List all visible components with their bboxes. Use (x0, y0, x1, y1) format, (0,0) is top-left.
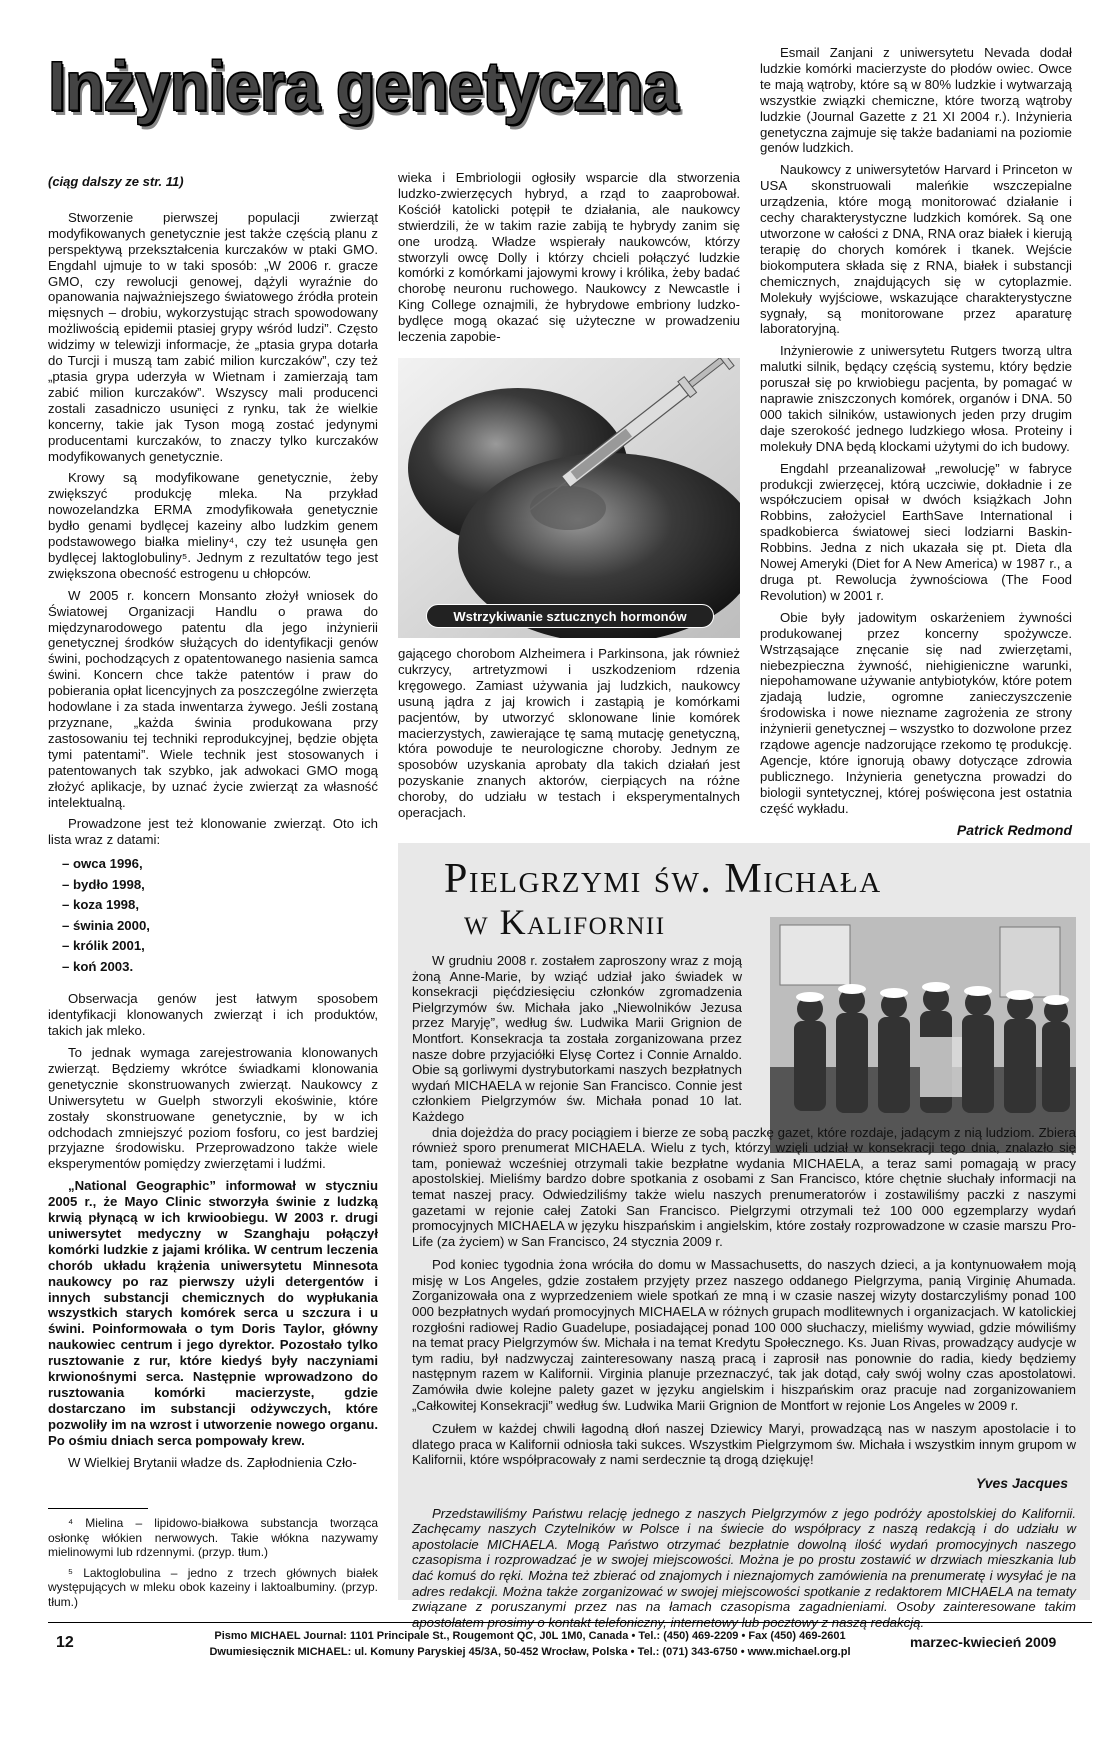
footer-line: Pismo MICHAEL Journal: 1101 Principale St., Rougemont QC, J0L 1M0, Canada • Tel.: (450) 469-2209 • Fax (450) 469-2601 (214, 1630, 846, 1642)
paragraph: wieka i Embriologii ogłosiły wsparcie dla stworzenia ludzko-zwierzęcych hybryd, a rząd to zaaprobował. Kościół katolicki potępił te działania, ale naukowcy stwierdzili, że w takim razie zabiją te hybrydy zanim się one urodzą. Władze wspierały naukowców, którzy stworzyli owcę Dolly i którzy chcieli połączyć ludzkie komórki z komórkami jajowymi krowy i królika, żeby badać chorobę neuronu ruchowego. Naukowcy z Newcastle i King College oznajmili, że hybrydowe embriony ludzko-bydlęce mogą okazać się użyteczne w prowadzeniu leczenia zapobie- (398, 170, 740, 345)
paragraph: Inżynierowie z uniwersytetu Rutgers tworzą ultra malutki silnik, będący częścią systemu, który będzie poruszał się po krwiobiegu pacjenta, by pomagać w naprawie zniszczonych komórek, organów i DNA. 50 000 takich silników, ustawionych jeden przy drugim daje szerokość jednego ludzkiego włosa. Proteiny i molekuły DNA będą klockami użytymi do ich budowy. (760, 343, 1072, 454)
list-item: – świnia 2000, (62, 917, 150, 933)
continued-note: (ciąg dalszy ze str. 11) (48, 174, 184, 189)
syringe-tomato-photo (398, 358, 740, 638)
box-subtitle: w Kalifornii (464, 902, 666, 942)
column-3 (760, 45, 1072, 839)
bold-paragraph: „National Geographic” informował w styczniu 2005 r., że Mayo Clinic stworzyła świnie z ludzką krwią płynącą w ich krwioobiegu. W 2003 r. drugi uniwersytet medyczny w Szanghaju połączył komórki ludzkie z jajami królika. W centrum leczenia chorób układu krążenia uniwersytetu Minnesota naukowcy po raz pierwszy użyli detergentów i innych substancji chemicznych do wypłukania wszystkich starych komórek serca u szczura i u świni. Poinformowała o tym Doris Taylor, główny naukowiec centrum i jego dyrektor. Pozostało tylko rusztowanie z rur, które kiedyś były naczyniami krwionośnymi serca. Następnie wprowadzono do rusztowania komórki macierzyste, gdzie dostarczano im substancji odżywczych, które pozwoliły im na wzrost i utworzenie nowego organu. Po ośmiu dniach serca pompowały krew. (48, 1178, 378, 1448)
paragraph: dnia dojeżdża do pracy pociągiem i bierze ze sobą paczkę gazet, które rozdaje, jadącym z nią ludziom. Zbiera również sporo prenumerat MICHAELA. Wielu z tych, którzy wzięli udział w konsekracji tego dnia, znalazło się tam, ponieważ wcześniej otrzymali takie bezpłatne wydania MICHAELA, a teraz sami pomagają w pracy apostolskiej. Mieliśmy bardzo dobre spotkania z osobami z San Francisco, które chętnie słuchały informacji na temat naszej pracy. Odwiedziliśmy także wielu naszych prenumeratorów i zostawiliśmy paczki z naszymi gazetami w rejonie całej Zatoki San Francisco. Pielgrzymi otrzymali też 100 000 egzemplarzy wydań promocyjnych MICHAELA w języku hiszpańskim i angielskim, które zostały rozprowadzone w czasie marszu Pro-Life (za życiem) w San Francisco, 24 stycznia 2009 r. (412, 1124, 1076, 1249)
footnote: ⁵ Laktoglobulina – jedno z trzech głównych białek występujących w mleku obok kazeiny i laktoalbuminy. (przyp. tłum.) (48, 1565, 378, 1609)
column-2-bottom (398, 646, 740, 827)
box-body (412, 953, 1076, 1638)
article-author: Patrick Redmond (956, 821, 1072, 838)
paragraph: Obie były jadowitym oskarżeniem żywności produkowanej przez koncerny spożywcze. Wstrząsające znęcanie się nad zwierzętami, niebezpieczna żywność, niehigieniczne warunki, niepohamowane używanie antybiotyków, które potem zjadają ludzie, ogromne zanieczyszczenie środowiska i nowe niezname zagrożenia ze strony inżynierii genetycznej – wszystko to dozwolone przez rządowe agencje nadzorujące rzekomo tę produkcję. Agencje, które ignorują obawy dotyczące zdrowia publicznego. Inżynieria genetyczna prowadzi do biologii syntetycznej, której poświęcona jest ostatnia część wykładu. (760, 609, 1072, 816)
paragraph: Obserwacja genów jest łatwym sposobem identyfikacji klonowanych zwierząt i ich produktów, takich jak mleko. (48, 991, 378, 1039)
paragraph: gającego chorobom Alzheimera i Parkinsona, jak również cukrzycy, artretyzmowi i uszkodzeniom rdzenia kręgowego. Zamiast używania jaj ludzkich, naukowcy usuną jądra z jaj krowich i zastąpią je komórkami pacjentów, by utworzyć sklonowane linie komórek macierzystych, zawierające tę samą mutację genetyczną, która powoduje te neurologiczne choroby. Jednym ze sposobów uzyskania aprobaty dla takich działań jest pozyskanie znanych aktorów, cierpiących na różne choroby, do udziału w testach i eksperymentalnych operacjach. (398, 646, 740, 821)
column-2-top (398, 170, 740, 351)
list-item: – koza 1998, (62, 897, 139, 913)
paragraph: Czułem w każdej chwili łagodną dłoń naszej Dziewicy Maryi, prowadzącą nas w naszym apostolacie i to dlatego praca w Kalifornii odniosła taki sukces. Wszystkim Pielgrzymom św. Michała i wszystkim innym grupom w Kalifornii, które współpracowały z nami serdecznie tą drogą dziękuję! (412, 1421, 1076, 1468)
list-item: – koń 2003. (62, 958, 134, 974)
page-number: 12 (56, 1634, 74, 1651)
cloning-list (62, 854, 378, 977)
column-1 (48, 174, 378, 1477)
paragraph: Pod koniec tygodnia żona wróciła do domu w Massachusetts, do naszych dzieci, a ja kontynuowałem moją misję w Los Angeles, gdzie zostałem przyjęty przez naszego oddanego Pielgrzyma, panią Virginię Ahumada. Zorganizowała ona z wyprzedzeniem wiele spotkań ze mną i w czasie naszej wizyty dostarczyliśmy ponad 100 000 bezpłatnych wydań promocyjnych MICHAELA w różnych grupach modlitewnych i organizacjach. W katolickiej rozgłośni radiowej Radio Guadelupe, posiadającej ponad 100 000 słuchaczy, mieliśmy wywiad, gdzie mówiliśmy na temat pracy Pielgrzymów św. Michała i na temat Kredytu Społecznego. Ks. Juan Rivas, prowadzący audycje w tym radiu, był nadzwyczaj zainteresowany naszą pracą i zaprosił nas ponownie do radia, kiedy będziemy następnym razem w Kalifornii. Virginia planuje przeznaczyć, tak jak dotąd, cały swój wolny czas apostolatowi. Zamówiła dwie kolejne palety gazet w języku angielskim i hiszpańskim oraz pracuje nad zorganizowaniem „Całkowitej Konsekracji” według św. Ludwika Marii Grignion de Montfort w rejonie Los Angeles w 2009 r. (412, 1257, 1076, 1413)
list-item: – królik 2001, (62, 938, 145, 954)
paragraph: Krowy są modyfikowane genetycznie, żeby zwiększyć produkcję mleka. Na przykład nowozelandzka ERMA zmodyfikowała genetycznie bydło genami bydlęcej kazeiny albo ludzkim genem podstawowego białka mieliny⁴, czy też usunęła gen bydlęcej laktoglobuliny⁵. Jednym z rezultatów tego jest zwiększona obecność estrogenu u chłopców. (48, 470, 378, 581)
paragraph: Stworzenie pierwszej populacji zwierząt modyfikowanych genetycznie jest także częścią planu z perspektywą przekształcenia kurczaków w ptaki GMO. Engdahl ujmuje to w taki sposób: „W 2006 r. gracze GMO, czy rewolucji genowej, dążyli wyraźnie do opanowania najważniejszego światowego źródła protein mięsnych – drobiu, wykorzystując strach spowodowany możliwością epidemii ptasiej grypy wśród ludzi”. Często widzimy w telewizji informacje, że „ptasia grypa dotarła do Turcji i muszą tam zabić milion kurczaków”, czy też „ptasia grypa uderzyła w Wietnam i zamierzają tam zabić milion kurczaków”. Wszyscy mali producenci zostali zasadniczo usunięci z rynku, tak że wielkie koncerny, takie jak Tyson mogą zostać jedynymi producentami kurczaków, to znaczy tylko kurczaków modyfikowanych genetycznie. (48, 209, 378, 464)
photo-caption: Wstrzykiwanie sztucznych hormonów (426, 604, 714, 628)
footnotes (48, 1516, 378, 1616)
paragraph: Engdahl przeanalizował „rewolucję” w fabryce produkcji zwierzęcej, którą uczciwie, dokładnie i ze współczuciem opisał w dwóch książkach John Robbins, założyciel EarthSave International i spadkobierca światowej sieci lodziarni Baskin-Robbins. Jedna z nich ukazała się pt. Dieta dla Nowej Ameryki (Diet for A New America) w 1987 r., a druga pt. Rewolucja żywnościowa (The Food Revolution) w 2001 r. (760, 460, 1072, 603)
paragraph: Esmail Zanjani z uniwersytetu Nevada dodał ludzkie komórki macierzyste do płodów owiec. Owce te mają wątroby, które są w 80% ludzkie i wytwarzają wszystkie związki chemiczne, które tworzą wątroby ludzkie (Journal Gazette z 21 XI 2004 r.). Inżynieria genetyczna zajmuje się także badaniami na poziomie genów ludzkich. (760, 45, 1072, 156)
paragraph: W grudniu 2008 r. zostałem zaproszony wraz z moją żoną Anne-Marie, by wziąć udział jako świadek w konsekracji pięćdziesięciu członków zgromadzenia Pielgrzymów św. Michała jako „Niewolników Jezusa przez Maryję”, według św. Ludwika Marii Grignion de Montfort. Konsekracja ta została zorganizowana przez nasze dobre przyjaciółki Elysę Cortez i Connie Arnaldo. Obie są gorliwymi dystrybutorkami naszych bezpłatnych wydań MICHAELA w rejonie San Francisco. Connie jest członkiem Pielgrzymów św. Michała ponad 10 lat. Każdego (412, 953, 742, 1124)
syringe-illustration (398, 358, 740, 638)
footer-line: Dwumiesięcznik MICHAEL: ul. Komuny Paryskiej 45/3A, 50-452 Wrocław, Polska • Tel.: (071) 343-6750 • www.michael.org.pl (209, 1646, 851, 1658)
paragraph: W 2005 r. koncern Monsanto złożył wniosek do Światowej Organizacji Handlu o prawa do międzynarodowego patentu dla jego inżynierii genetycznej środków służących do identyfikacji genów świni, pochodzących z opatentowanego nasienia samca świni. Koncern chce także patentów i praw do pobierania opłat licencyjnych za poszczególne zwierzęta hodowlane i za stada inwentarza żywego. Jeśli zostaną przyznane, „każda świnia produkowana przy zastosowaniu tej techniki reprodukcyjnej, będzie objęta tymi patentami”. Wiele technik jest stosowanych i patentowanych tak szybko, jak adwokaci GMO mogą złożyć aplikacje, by uznać życie zwierząt za własność intelektualną. (48, 587, 378, 810)
footnote-rule (48, 1508, 148, 1509)
footer-rule (48, 1622, 1092, 1623)
headline: Inżyniera genetyczna (48, 47, 678, 125)
paragraph: To jednak wymaga zarejestrowania klonowanych zwierząt. Będziemy wkrótce świadkami klonowania genetycznie skonstruowanych zwierząt. Naukowcy z Uniwersytetu w Guelph stworzyli ekoświnie, które zostały skonstruowane genetycznie, by w ich odchodach zmniejszyć poziom fosforu, co jest bardziej przyjazne środowisku. Przeprowadzono także wiele eksperymentów pomiędzy zwierzętami i ludźmi. (48, 1044, 378, 1172)
list-item: – bydło 1998, (62, 876, 145, 892)
paragraph: Naukowcy z uniwersytetów Harvard i Princeton w USA skonstruowali maleńkie wszczepialne urządzenia, które mogą monitorować działanie i cechy charakterystyczne ludzkich komórek. Są one utworzone w całości z DNA, RNA oraz białek i kierują terapię do chorych komórek i tkanek. Wejście biokomputera składa się z RNA, białek i substancji chemicznych, znajdujących się w cytoplazmie. Molekuły wyjściowe, wskazujące charakterystyczne sygnały, są monitorowane przez aparaturę laboratoryjną. (760, 162, 1072, 337)
editorial-note: Przedstawiliśmy Państwu relację jednego z naszych Pielgrzymów z jego podróży apostolskiej do Kalifornii. Zachęcamy naszych Czytelników w Polsce i na świecie do współpracy z naszą redakcją i do udziału w apostolacie MICHAELA. Mogą Państwo otrzymać bezpłatnie dowolną ilość wydań promocyjnych naszego czasopisma i rozprowadzać je w swojej miejscowości. Można je po prostu zostawić w drzwiach mieszkania lub dać komuś do ręki. Można też zbierać od znajomych i nieznajomych zamówienia na prenumeratę i wysyłać je na adres redakcji. Można także zorganizować w swojej miejscowości spotkanie z redaktorem MICHAELA na tematy związane z poruszanymi przez nas na łamach czasopisma zagadnieniami. Osoby zainteresowane takim apostolatem prosimy o kontakt telefoniczny, internetowy lub pocztowy z naszą redakcją. (412, 1505, 1076, 1630)
footer-addresses (150, 1628, 910, 1660)
box-title: Pielgrzymi św. Michała (444, 856, 882, 902)
footnote: ⁴ Mielina – lipidowo-białkowa substancja tworząca osłonkę włókien nerwowych. Takie włókna nazywamy mielinowymi lub rdzennymi. (przyp. tłum.) (48, 1516, 378, 1560)
pilgrims-article-box (398, 843, 1090, 1630)
paragraph: W Wielkiej Brytanii władze ds. Zapłodnienia Czło- (68, 1454, 357, 1470)
list-item: – owca 1996, (62, 856, 143, 872)
box-author: Yves Jacques (975, 1475, 1068, 1491)
paragraph: Prowadzone jest też klonowanie zwierząt. Oto ich lista wraz z datami: (48, 816, 378, 848)
issue-date: marzec-kwiecień 2009 (910, 1634, 1057, 1650)
